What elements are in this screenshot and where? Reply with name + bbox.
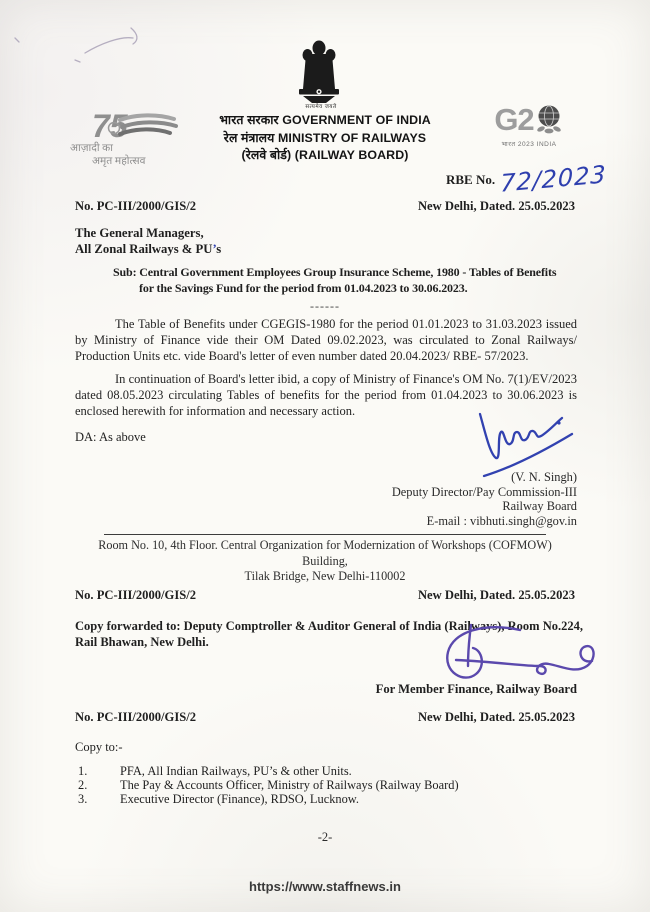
g20-logo — [474, 102, 584, 148]
signatory-block-1 — [392, 470, 577, 528]
signatory-name: (V. N. Singh) — [511, 470, 577, 484]
list-item: 1. PFA, All Indian Railways, PU’s & other Units. — [78, 764, 352, 778]
pen-scribble-mark — [5, 8, 220, 68]
g20-subtext: भारत 2023 INDIA — [501, 141, 557, 148]
subject-line2: for the Savings Fund for the period from 01.04.2023 to 30.06.2023. — [139, 281, 468, 295]
addressee — [75, 226, 221, 257]
copy-forwarded-line1: Copy forwarded to: Deputy Comptroller & Auditor General of India (Railways), Room No.224, — [75, 619, 583, 633]
reference-row-1 — [75, 199, 575, 214]
enclosure-note: DA: As above — [75, 430, 146, 444]
rbe-number-handwritten: 72/2023 — [500, 160, 607, 198]
ink-apostrophe-mark: ’ — [212, 241, 217, 256]
address-divider-line — [104, 534, 546, 535]
file-number: No. PC-III/2000/GIS/2 — [75, 710, 197, 724]
svg-text:75: 75 — [92, 108, 128, 144]
g20-globe-lotus-icon — [534, 104, 564, 136]
signatory-designation: Deputy Director/Pay Commission-III — [391, 484, 577, 499]
date-line: New Delhi, Dated. 25.05.2023 — [417, 710, 575, 724]
office-address-line1: Room No. 10, 4th Floor. Central Organization for Modernization of Workshops (COFMOW) Building, — [98, 538, 552, 568]
office-address — [75, 538, 575, 585]
list-item: 3. Executive Director (Finance), RDSO, Lucknow. — [78, 792, 360, 807]
azadi-caption-line1: आज़ादी का — [70, 143, 113, 154]
page-number: -2- — [317, 830, 333, 844]
rbe-label: RBE No. — [446, 172, 496, 187]
letterhead-govt-line: भारत सरकार GOVERNMENT OF INDIA — [219, 113, 431, 127]
reference-row-2 — [75, 588, 575, 603]
ashoka-lion-emblem-icon — [296, 40, 342, 104]
office-address-line2: Tilak Bridge, New Delhi-110002 — [244, 569, 406, 583]
g20-text: G2 — [494, 102, 534, 137]
file-number: No. PC-III/2000/GIS/2 — [75, 199, 197, 213]
azadi-caption-line2: अमृत महोत्सव — [92, 156, 146, 167]
for-member-finance: For Member Finance, Railway Board — [375, 682, 577, 696]
letterhead-ministry-line: रेल मंत्रालय MINISTRY OF RAILWAYS — [223, 130, 427, 145]
file-number: No. PC-III/2000/GIS/2 — [75, 588, 197, 602]
list-item: 2. The Pay & Accounts Officer, Ministry of Railways (Railway Board) — [78, 778, 459, 793]
signatory-email: E-mail : vibhuti.singh@gov.in — [426, 513, 577, 528]
body-paragraph-1: The Table of Benefits under CGEGIS-1980 for the period 01.01.2023 to 31.03.2023 issued by Ministry of Finance vide their OM Dated 09.02.2023, was circulated to Zonal Railways/ Production Units etc. vide Board's letter of even number dated 20.04.2023/ RBE- 57/2023. — [75, 317, 577, 363]
date-line: New Delhi, Dated. 25.05.2023 — [417, 588, 575, 602]
subject-label: Sub: — [113, 265, 137, 279]
addressee-line1: The General Managers, — [75, 226, 204, 240]
copy-to-label: Copy to:- — [75, 740, 123, 754]
emblem-caption: सत्यमेव जयते — [305, 104, 337, 110]
copy-to-list — [78, 764, 459, 807]
letterhead — [120, 112, 530, 165]
letterhead-board-line: (रेलवे बोर्ड) (RAILWAY BOARD) — [241, 148, 409, 162]
body-paragraph-2: In continuation of Board's letter ibid, a copy of Ministry of Finance's OM No. 7(1)/EV/2023 dated 08.05.2023 circulating Tables of benefits for the period from 01.04.2023 to 30.06.2023 is enclosed herewith for information and necessary action. — [75, 372, 577, 418]
signatory-organization: Railway Board — [502, 499, 577, 514]
copy-forwarded-line2: Rail Bhawan, New Delhi. — [75, 635, 209, 649]
date-line: New Delhi, Dated. 25.05.2023 — [417, 199, 575, 213]
national-emblem — [296, 40, 346, 110]
addressee-line2: All Zonal Railways & PU’s — [75, 241, 222, 256]
rbe-number-line — [446, 160, 607, 198]
subject-line1: Sub: Central Government Employees Group Insurance Scheme, 1980 - Tables of Benefits — [113, 265, 557, 279]
reference-row-3 — [75, 710, 575, 725]
subject-separator: ------ — [310, 299, 340, 313]
watermark-url: https://www.staffnews.in — [249, 879, 401, 894]
subject-block — [113, 264, 591, 296]
